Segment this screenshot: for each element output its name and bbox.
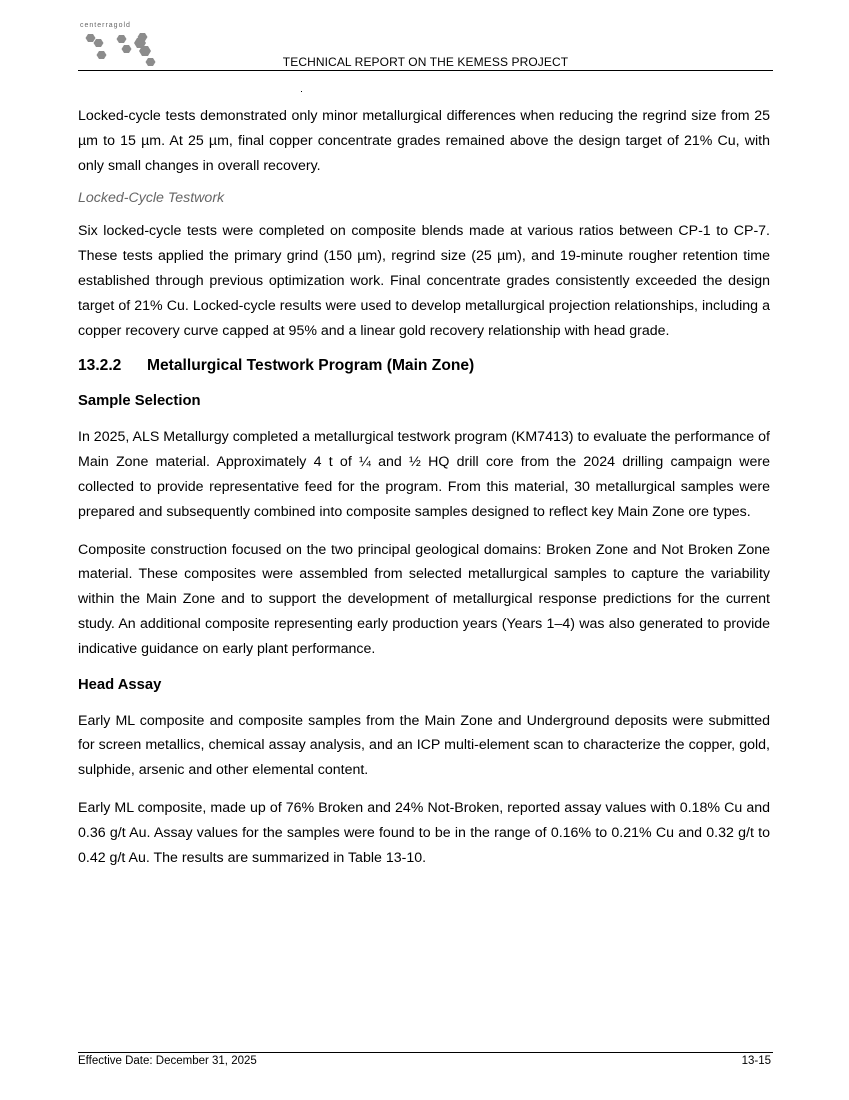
locked-cycle-heading: Locked-Cycle Testwork <box>78 190 225 207</box>
paragraph-locked-cycle: Six locked-cycle tests were completed on composite blends made at various ratios between CP-1 to CP-7. These tests applied the primary grind (150 µm), regrind size (25 µm), and 19-minute rougher retention time established through previous optimization work. Final concentrate grades consistently exceeded the design target of 21% Cu. Locked-cycle results were used to develop metallurgical projection relationships, including a copper recovery curve capped at 95% and a linear gold recovery relationship with head grade. <box>78 223 770 339</box>
paragraph-regrind-summary: Locked-cycle tests demonstrated only minor metallurgical differences when reducing the regrind size from 25 µm to 15 µm. At 25 µm, final copper concentrate grades remained above the design target of 21% Cu, with only small changes in overall recovery. <box>78 108 770 174</box>
logo-text: centerragold <box>80 22 131 29</box>
head-assay-heading: Head Assay <box>78 676 162 693</box>
paragraph-sample-selection: In 2025, ALS Metallurgy completed a metallurgical testwork program (KM7413) to evaluate the performance of Main Zone material. Approximately 4 t of ¼ and ½ HQ drill core from the 2024 drilling campaign were collected to provide representative feed for the program. From this material, 30 metallurgical samples were prepared and subsequently combined into composite samples designed to reflect key Main Zone ore types. <box>78 429 770 520</box>
footer-divider <box>78 1052 773 1053</box>
paragraph-head-assay-results: Early ML composite, made up of 76% Broken and 24% Not-Broken, reported assay values with 0.18% Cu and 0.36 g/t Au. Assay values for the samples were found to be in the range of 0.16% to 0.21% Cu and 0.32 g/t to 0.42 g/t Au. The results are summarized in Table 13-10. <box>78 799 770 866</box>
report-title: TECHNICAL REPORT ON THE KEMESS PROJECT <box>282 55 569 69</box>
paragraph-composite-construction: Composite construction focused on the two principal geological domains: Broken Zone and Not Broken Zone material. These composites were assembled from selected metallurgical samples to capture the variability within the Main Zone and to support the development of metallurgical response predictions for the current study. An additional composite representing early production years (Years 1–4) was also generated to provide indicative guidance on early plant performance. <box>78 541 770 657</box>
stray-dot <box>301 91 302 92</box>
section-heading <box>78 356 770 376</box>
section-number: 13.2.2 <box>78 357 122 375</box>
sample-selection-heading: Sample Selection <box>78 393 201 410</box>
header-divider <box>78 70 773 71</box>
effective-date: Effective Date: December 31, 2025 <box>78 1055 257 1067</box>
page-content <box>78 104 770 870</box>
section-title: Metallurgical Testwork Program (Main Zone) <box>147 357 475 375</box>
page-number: 13-15 <box>741 1055 771 1067</box>
paragraph-head-assay-submission: Early ML composite and composite samples from the Main Zone and Underground deposits were submitted for screen metallics, chemical assay analysis, and an ICP multi-element scan to characterize the copper, gold, sulphide, arsenic and other elemental content. <box>78 712 770 779</box>
